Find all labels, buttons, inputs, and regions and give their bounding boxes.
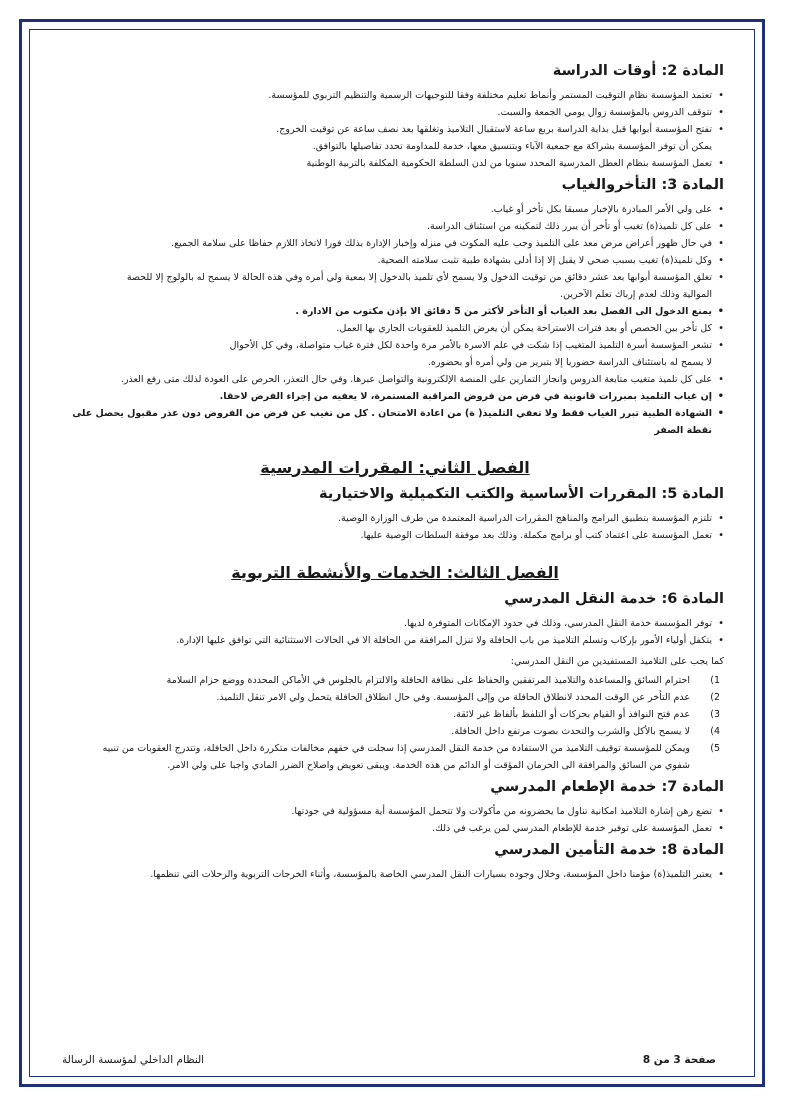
list-item: • في حال ظهور أعراض مرض معد على التلميذ وجب عليه المكوث في منزله وإخبار الإدارة بذلك فورا لاتخاذ اللازم حفاظا على سلامة الجميع. xyxy=(66,235,712,252)
item-number: 5) xyxy=(710,743,720,755)
list-item: • يتكفل أولياء الأمور بإركاب وتسلم التلاميذ من باب الحافلة ولا تنزل المرافقة من الحافلة الا في الحالات الاستثنائية التي توافق عليها الإدارة. xyxy=(66,632,712,649)
list-item: • يمنع الدخول الى الفصل بعد الغياب أو التأخر لأكثر من 5 دقائق الا بإذن مكتوب من الادارة . xyxy=(66,303,712,320)
list-item: • على كل تلميذ(ة) تغيب أو تأخر أن يبرر ذلك لتمكينه من استئناف الدراسة. xyxy=(66,218,712,235)
numbered-item xyxy=(66,689,720,706)
list-item: • وكل تلميذ(ة) تغيب بسبب صحي لا يقبل إلا إذا أدلى بشهادة طبية تثبت سلامته الصحية. xyxy=(66,252,712,269)
article-3-title: المادة 3: التأخروالغياب xyxy=(561,176,724,193)
list-item: • تتوقف الدروس بالمؤسسة زوال يومي الجمعة والسبت. xyxy=(66,104,712,121)
article-6-title: المادة 6: خدمة النقل المدرسي xyxy=(504,591,724,608)
article-7-title: المادة 7: خدمة الإطعام المدرسي xyxy=(490,779,724,796)
list-item: • كل تأخر بين الحصص أو بعد فترات الاستراحة يمكن أن يعرض التلميذ للعقوبات الجاري بها العمل. xyxy=(66,320,712,337)
chapter-3-title: الفصل الثالث: الخدمات والأنشطة التربوية xyxy=(231,562,559,582)
list-item: • يعتبر التلميذ(ة) مؤمنا داخل المؤسسة، وخلال وجوده بسيارات النقل المدرسي الخاصة بالمؤسسة، وأثناء الخرجات التربوية والرحلات التي تنظمها. xyxy=(66,866,712,883)
list-item: • الشهادة الطبية تبرر الغياب فقط ولا تعفي التلميذ( ة) من اعادة الامتحان . كل من تغيب عن فرض من الفروض دون عذر مقبول يحصل على نقطة الصفر xyxy=(66,405,712,439)
item-text: شفوي من السائق والمرافقة الى الحرمان المؤقت أو الدائم من هذه الخدمة. ويبقى تعويض واصلاح الضرر المادي واجبا على ولي الامر. xyxy=(167,760,690,772)
list-item: • تفتح المؤسسة أبوابها قبل بداية الدراسة بربع ساعة لاستقبال التلاميذ وتغلقها بعد نصف ساعة عن توقيت الخروج. xyxy=(66,121,712,138)
list-item: • على كل تلميذ متغيب متابعة الدروس وانجاز التمارين على المنصة الإلكترونية والتواصل عبرها. وفي حال التعذر، الحرص على العودة لذلك متى رفع العذر. xyxy=(66,371,712,388)
numbered-item xyxy=(66,757,690,774)
article-3-list xyxy=(66,201,724,439)
item-text: احترام السائق والمساعدة والتلاميذ المرتفقين والحفاظ على نظافة الحافلة والالتزام بالجلوس في الأماكن المحددة ووضع حزام السلامة xyxy=(166,675,690,687)
article-2-title: المادة 2: أوقات الدراسة xyxy=(552,63,724,79)
article-8-list xyxy=(66,866,724,883)
list-item: • تعتمد المؤسسة نظام التوقيت المستمر وأنماط تعليم مختلفة وفقا للتوجيهات الرسمية والتنظيم التربوي للمؤسسة. xyxy=(66,87,712,104)
item-text: ويمكن للمؤسسة توقيف التلاميذ من الاستفادة من خدمة النقل المدرسي إذا سجلت في حقهم مخالفات متكررة داخل الحافلة، وتتدرج العقوبات من تنبيه xyxy=(102,743,690,755)
list-item: • على ولي الأمر المبادرة بالإخبار مسبقا بكل تأخر أو غياب. xyxy=(66,201,712,218)
list-item: • تضع رهن إشارة التلاميذ امكانية تناول ما يحضرونه من مأكولات ولا تتحمل المؤسسة أية مسؤولية في جودتها. xyxy=(66,803,712,820)
chapter-2-title: الفصل الثاني: المقررات المدرسية xyxy=(260,457,530,477)
numbered-item xyxy=(66,672,720,689)
item-number: 3) xyxy=(710,709,720,721)
numbered-item xyxy=(66,740,720,757)
item-text: لا يسمح بالأكل والشرب والتحدث بصوت مرتفع داخل الحافلة. xyxy=(451,726,690,738)
list-item: • تعمل المؤسسة على توفير خدمة للإطعام المدرسي لمن يرغب في ذلك. xyxy=(66,820,712,837)
numbered-item xyxy=(66,706,720,723)
footer-document-title: النظام الداخلي لمؤسسة الرسالة xyxy=(62,1054,205,1066)
item-text: عدم فتح النوافذ أو القيام بحركات أو التلفظ بألفاظ غير لائقة. xyxy=(453,709,690,721)
list-item: يمكن أن توفر المؤسسة بشراكة مع جمعية الآباء وبتنسيق معها، خدمة للمداومة تحدد تفاصيلها بالتوافق. xyxy=(312,140,712,152)
page-number: صفحة 3 من 8 xyxy=(642,1054,716,1066)
list-item: • إن غياب التلميذ بمبررات قانونية في فرض من فروض المراقبة المستمرة، لا يعفيه من إجراء الفرض لاحقا. xyxy=(66,388,712,405)
list-item: • تشعر المؤسسة أسرة التلميذ المتغيب إذا شكت في علم الاسرة بالأمر مرة واحدة لكل فترة غياب متواصلة، وفي كل الأحوال xyxy=(66,337,712,354)
item-number: 2) xyxy=(710,692,720,704)
list-item: • توفر المؤسسة خدمة النقل المدرسي، وذلك في حدود الإمكانات المتوفرة لديها. xyxy=(66,615,712,632)
numbered-item xyxy=(66,723,720,740)
list-item: • تلتزم المؤسسة بتطبيق البرامج والمناهج المقررات الدراسية المعتمدة من طرف الوزارة الوصية. xyxy=(66,510,712,527)
list-item: الموالية وذلك لعدم إرباك تعلم الآخرين. xyxy=(560,288,712,300)
article-6-list xyxy=(66,615,724,649)
article-5-title: المادة 5: المقررات الأساسية والكتب التكميلية والاختيارية xyxy=(319,486,724,503)
item-number: 4) xyxy=(710,726,720,738)
item-text: عدم التأخر عن الوقت المحدد لانطلاق الحافلة من وإلى المؤسسة. وفي حال انطلاق الحافلة يتحمل ولي الامر تنقل التلميذ. xyxy=(216,692,690,704)
article-8-title: المادة 8: خدمة التأمين المدرسي xyxy=(494,842,724,858)
article-5-list xyxy=(66,510,724,544)
article-6-numbered-list xyxy=(66,672,724,774)
document-body xyxy=(66,62,724,887)
article-6-intro: كما يجب على التلاميذ المستفيدين من النقل المدرسي: xyxy=(510,656,724,668)
article-2-list xyxy=(66,87,724,172)
list-item: • تعمل المؤسسة على اعتماد كتب أو برامج مكملة. وذلك بعد موفقة السلطات الوصية عليها. xyxy=(66,527,712,544)
article-7-list xyxy=(66,803,724,837)
list-item: لا يسمح له باستئناف الدراسة حضوريا إلا بتبرير من ولي أمره أو بحضوره. xyxy=(427,356,712,368)
item-number: 1) xyxy=(710,675,720,687)
list-item: • تعمل المؤسسة بنظام العطل المدرسية المحدد سنويا من لدن السلطة الحكومية المكلفة بالتربية الوطنية xyxy=(66,155,712,172)
list-item: • تغلق المؤسسة أبوابها بعد عشر دقائق من توقيت الدخول ولا يسمح لأي تلميذ بالدخول إلا بمعية ولي أمره وفي هذه الحالة لا يسمح له بالولوج إلا للحصة xyxy=(66,269,712,286)
